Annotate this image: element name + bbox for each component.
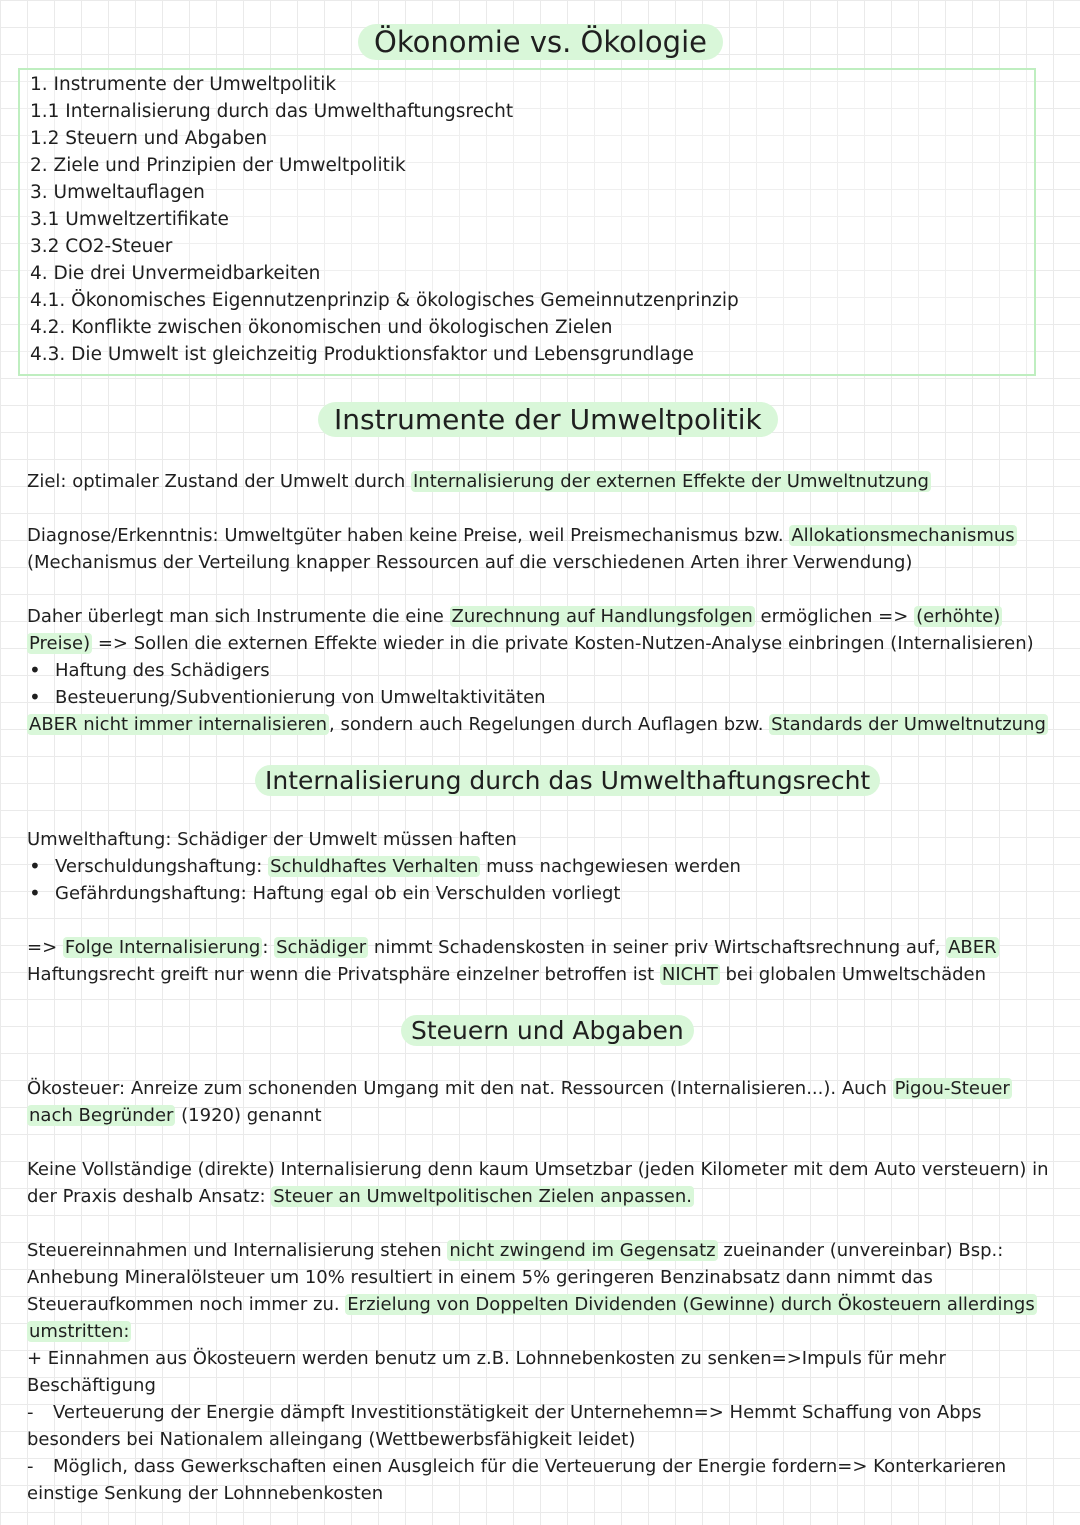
dash-marker: - xyxy=(27,1456,34,1477)
paragraph-umwelthaftung xyxy=(27,826,1057,907)
toc-item: 1. Instrumente der Umweltpolitik xyxy=(30,74,337,95)
highlight: Standards der Umweltnutzung xyxy=(771,714,1046,735)
section-heading-steuern: Steuern und Abgaben xyxy=(401,1015,694,1046)
list-item xyxy=(27,1453,1057,1480)
table-of-contents xyxy=(18,68,1036,376)
text: Steueraufkommen noch immer zu. xyxy=(27,1294,346,1315)
text: nimmt Schadenskosten in seiner priv Wirtschaftsrechnung auf, xyxy=(368,937,947,958)
toc-item: 4. Die drei Unvermeidbarkeiten xyxy=(30,263,321,284)
highlight: ABER nicht immer internalisieren xyxy=(29,714,328,735)
text: bei globalen Umweltschäden xyxy=(719,964,987,985)
highlight: Schuldhaftes Verhalten xyxy=(270,856,479,877)
text: der Praxis deshalb Ansatz: xyxy=(27,1186,272,1207)
text: Haftungsrecht greift nur wenn die Privatsphäre einzelner betroffen ist xyxy=(27,964,660,985)
list-item: • Gefährdungshaftung: Haftung egal ob ein Verschulden vorliegt xyxy=(27,880,1057,907)
highlight: Folge Internalisierung xyxy=(64,937,261,958)
text: + Einnahmen aus Ökosteuern werden benutz um z.B. Lohnnebenkosten zu senken=>Impuls für mehr xyxy=(27,1348,946,1369)
highlight: (erhöhte) xyxy=(916,606,1001,627)
text: Verschuldungshaftung: xyxy=(55,856,269,877)
paragraph-ziel xyxy=(27,468,1057,495)
text: Daher überlegt man sich Instrumente die eine xyxy=(27,606,450,627)
list-item xyxy=(27,1399,1057,1426)
toc-item: 2. Ziele und Prinzipien der Umweltpolitik xyxy=(30,155,406,176)
text: Möglich, dass Gewerkschaften einen Ausgleich für die Verteuerung der Energie fordern=> Konterkarieren xyxy=(53,1456,1007,1477)
text: Verteuerung der Energie dämpft Investitionstätigkeit der Unternehemn=> Hemmt Schaffung von Abps xyxy=(53,1402,982,1423)
toc-item: 3. Umweltauflagen xyxy=(30,182,205,203)
text: (1920) genannt xyxy=(175,1105,322,1126)
list-item: • Besteuerung/Subventionierung von Umweltaktivitäten xyxy=(27,684,1057,711)
page-title: Ökonomie vs. Ökologie xyxy=(358,24,723,60)
highlight: Preise) xyxy=(29,633,91,654)
paragraph-daher xyxy=(27,603,1057,738)
text: besonders bei Nationalem alleingang (Wettbewerbsfähigkeit leidet) xyxy=(27,1429,636,1450)
highlight: Zurechnung auf Handlungsfolgen xyxy=(451,606,753,627)
toc-item: 4.2. Konflikte zwischen ökonomischen und ökologischen Zielen xyxy=(30,317,613,338)
section-heading-haftungsrecht: Internalisierung durch das Umwelthaftungsrecht xyxy=(255,765,880,796)
highlight: Internalisierung der externen Effekte der Umweltnutzung xyxy=(413,471,929,492)
highlight: nach Begründer xyxy=(29,1105,174,1126)
text: Anhebung Mineralölsteuer um 10% resultiert in einem 5% geringeren Benzinabsatz dann nimmt das xyxy=(27,1267,933,1288)
toc-item: 4.1. Ökonomisches Eigennutzenprinzip & ökologisches Gemeinnutzenprinzip xyxy=(30,290,739,311)
highlight: Steuer an Umweltpolitischen Zielen anpassen. xyxy=(273,1186,692,1207)
highlight: nicht zwingend im Gegensatz xyxy=(449,1240,716,1261)
highlight: Erzielung von Doppelten Dividenden (Gewinne) durch Ökosteuern allerdings xyxy=(347,1294,1035,1315)
list-item: • Haftung des Schädigers xyxy=(27,657,1057,684)
text: , sondern auch Regelungen durch Auflagen bzw. xyxy=(329,714,770,735)
text: ermöglichen => xyxy=(754,606,915,627)
paragraph-oekosteuer xyxy=(27,1075,1057,1129)
text: : xyxy=(262,937,275,958)
highlight: Pigou-Steuer xyxy=(894,1078,1010,1099)
paragraph-folge xyxy=(27,934,1057,988)
text: muss nachgewiesen werden xyxy=(480,856,741,877)
highlight: NICHT xyxy=(661,964,718,985)
paragraph-diagnose xyxy=(27,522,1057,576)
text: Ökosteuer: Anreize zum schonenden Umgang mit den nat. Ressourcen (Internalisieren...). Auch xyxy=(27,1078,893,1099)
text: Diagnose/Erkenntnis: Umweltgüter haben keine Preise, weil Preismechanismus bzw. xyxy=(27,525,790,546)
list-item xyxy=(27,853,1057,880)
paragraph-keine xyxy=(27,1156,1057,1210)
text: (Mechanismus der Verteilung knapper Ressourcen auf die verschiedenen Arten ihrer Verwendung) xyxy=(27,552,913,573)
highlight: umstritten: xyxy=(29,1321,130,1342)
text: Umwelthaftung: Schädiger der Umwelt müssen haften xyxy=(27,829,517,850)
section-heading-instrumente: Instrumente der Umweltpolitik xyxy=(318,402,778,437)
toc-item: 4.3. Die Umwelt ist gleichzeitig Produktionsfaktor und Lebensgrundlage xyxy=(30,344,694,365)
text: => xyxy=(27,937,63,958)
highlight: Allokationsmechanismus xyxy=(791,525,1015,546)
dash-marker: - xyxy=(27,1402,34,1423)
highlight: ABER xyxy=(948,937,997,958)
text: Ziel: optimaler Zustand der Umwelt durch xyxy=(27,471,411,492)
text: Beschäftigung xyxy=(27,1375,156,1396)
text: => Sollen die externen Effekte wieder in die private Kosten-Nutzen-Analyse einbringen (Internalisieren) xyxy=(92,633,1034,654)
toc-item: 1.1 Internalisierung durch das Umwelthaftungsrecht xyxy=(30,101,514,122)
toc-item: 1.2 Steuern und Abgaben xyxy=(30,128,268,149)
toc-item: 3.1 Umweltzertifikate xyxy=(30,209,229,230)
text: Steuereinnahmen und Internalisierung stehen xyxy=(27,1240,448,1261)
toc-item: 3.2 CO2-Steuer xyxy=(30,236,173,257)
text: Keine Vollständige (direkte) Internalisierung denn kaum Umsetzbar (jeden Kilometer mit dem Auto versteuern) in xyxy=(27,1159,1049,1180)
highlight: Schädiger xyxy=(276,937,367,958)
text: einstige Senkung der Lohnnebenkosten xyxy=(27,1483,384,1504)
text: zueinander (unvereinbar) Bsp.: xyxy=(717,1240,1004,1261)
paragraph-steuereinnahmen xyxy=(27,1237,1057,1507)
